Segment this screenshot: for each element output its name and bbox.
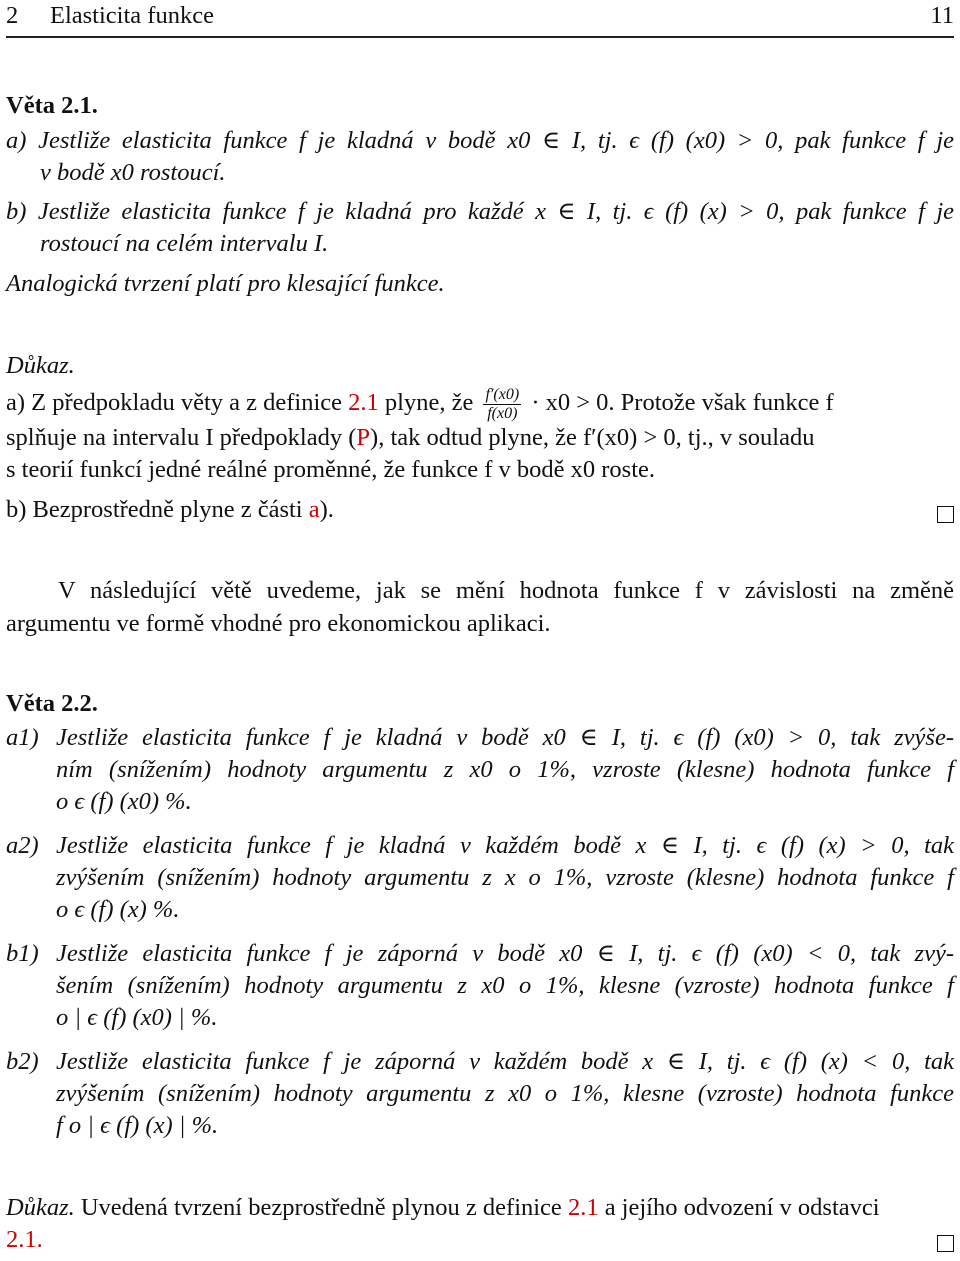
qed-box	[937, 500, 954, 532]
proof-title: Důkaz.	[6, 352, 75, 379]
item-a2-line3: o ϵ (f) (x) %.	[56, 896, 180, 923]
item-b1-line2: šením (snížením) hodnoty argumentu z x0 o 1%, klesne (vzroste) hodnota funkce f	[56, 972, 954, 999]
item-b2-line3: f o | ϵ (f) (x) | %.	[56, 1112, 219, 1139]
proof-a-post: · x0 > 0. Protože však funkce f	[531, 389, 834, 417]
fraction-denominator: f(x0)	[487, 405, 518, 422]
proof2-mid: a jejího odvození v odstavci	[598, 1194, 880, 1221]
definition-link-2[interactable]: 2.1	[567, 1194, 599, 1221]
item-a2-line1: Jestliže elasticita funkce f je kladná v každém bodě x ∈ I, tj. ϵ (f) (x) > 0, tak	[56, 832, 954, 859]
qed-box-2	[937, 1229, 954, 1261]
item-a1-label: a1)	[6, 724, 39, 751]
assumption-link[interactable]: P	[356, 424, 371, 451]
proof-a-line1	[6, 386, 954, 423]
definition-link[interactable]: 2.1	[348, 389, 379, 417]
proof-line2-text: splňuje na intervalu I předpoklady (	[6, 424, 357, 451]
intro-line1: V následující větě uvedeme, jak se mění hodnota funkce f v závislosti na změně	[58, 577, 954, 604]
intro-line2: argumentu ve formě vhodné pro ekonomickou aplikaci.	[6, 610, 551, 637]
theorem2-title: Věta 2.2.	[6, 690, 98, 717]
item-b2-label: b2)	[6, 1048, 39, 1075]
chapter-number: 2	[6, 2, 19, 29]
item-b2-line2: zvýšením (snížením) hodnoty argumentu z x0 o 1%, klesne (vzroste) hodnota funkce	[56, 1080, 954, 1107]
proof-a-mid: plyne, že	[378, 389, 474, 417]
theorem-a-line1: a) Jestliže elasticita funkce f je kladná v bodě x0 ∈ I, tj. ϵ (f) (x0) > 0, pak funkce f je	[6, 127, 954, 154]
chapter-title: Elasticita funkce	[50, 2, 214, 29]
proof2-title: Důkaz.	[6, 1194, 75, 1221]
item-b1-line1: Jestliže elasticita funkce f je záporná v bodě x0 ∈ I, tj. ϵ (f) (x0) < 0, tak zvý-	[56, 940, 954, 967]
proof2-line1	[6, 1192, 954, 1224]
page-number: 11	[930, 2, 954, 29]
proof2-text: Uvedená tvrzení bezprostředně plynou z definice	[74, 1194, 568, 1221]
theorem-b-line1: b) Jestliže elasticita funkce f je kladná pro každé x ∈ I, tj. ϵ (f) (x) > 0, pak funkce f je	[6, 198, 954, 225]
theorem-a-line2: v bodě x0 rostoucí.	[40, 159, 226, 186]
header-rule	[6, 36, 954, 38]
fraction-numerator: f′(x0)	[485, 386, 520, 403]
proof2-line2	[6, 1224, 954, 1256]
proof-line3: s teorií funkcí jedné reálné proměnné, že funkce f v bodě x0 roste.	[6, 456, 655, 483]
item-a2-label: a2)	[6, 832, 39, 859]
item-a1-line1: Jestliže elasticita funkce f je kladná v bodě x0 ∈ I, tj. ϵ (f) (x0) > 0, tak zvýše-	[56, 724, 954, 751]
part-a-link[interactable]: a	[308, 496, 320, 523]
item-a2-line2: zvýšením (snížením) hodnoty argumentu z x o 1%, vzroste (klesne) hodnota funkce f	[56, 864, 954, 891]
proof-b-post: ).	[319, 496, 334, 523]
proof-a-text: a) Z předpokladu věty a z definice	[6, 389, 349, 417]
item-a1-line3: o ϵ (f) (x0) %.	[56, 788, 192, 815]
item-b1-label: b1)	[6, 940, 39, 967]
item-b1-line3: o | ϵ (f) (x0) | %.	[56, 1004, 218, 1031]
theorem-analog-note: Analogická tvrzení platí pro klesající funkce.	[6, 270, 445, 297]
proof-b-text: b) Bezprostředně plyne z části	[6, 496, 309, 523]
item-b2-line1: Jestliže elasticita funkce f je záporná v každém bodě x ∈ I, tj. ϵ (f) (x) < 0, tak	[56, 1048, 954, 1075]
proof-b-line	[6, 494, 954, 526]
derivative-fraction	[483, 386, 521, 423]
item-a1-line2: ním (snížením) hodnoty argumentu z x0 o 1%, vzroste (klesne) hodnota funkce f	[56, 756, 954, 783]
theorem-title: Věta 2.1.	[6, 92, 98, 119]
theorem-b-line2: rostoucí na celém intervalu I.	[40, 230, 329, 257]
section-link[interactable]: 2.1.	[6, 1226, 43, 1253]
proof-line2-post: ), tak odtud plyne, že f′(x0) > 0, tj., v souladu	[370, 424, 815, 451]
proof-line2	[6, 422, 954, 454]
